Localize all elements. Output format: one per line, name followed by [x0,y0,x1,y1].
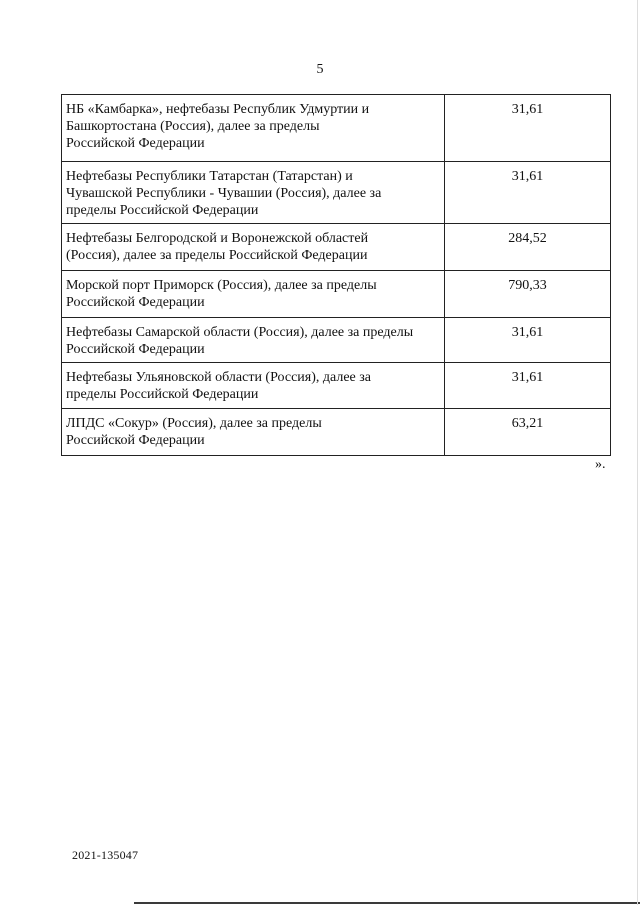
row-value: 284,52 [445,224,611,271]
row-value: 31,61 [445,162,611,224]
table-row [62,363,611,409]
tariff-table [61,94,611,456]
table-row [62,95,611,162]
row-value: 790,33 [445,271,611,318]
row-description: ЛПДС «Сокур» (Россия), далее за пределы Российской Федерации [62,409,445,456]
row-description: Нефтебазы Самарской области (Россия), далее за пределы Российской Федерации [62,318,445,363]
document-id: 2021-135047 [72,848,139,862]
row-description: Морской порт Приморск (Россия), далее за пределы Российской Федерации [62,271,445,318]
closing-quote: ». [595,457,606,472]
table-row [62,271,611,318]
scan-edge-right [637,0,638,905]
table-row [62,224,611,271]
row-description: Нефтебазы Ульяновской области (Россия), далее за пределы Российской Федерации [62,363,445,409]
scan-edge-bottom [134,902,640,904]
table-row [62,409,611,456]
row-description: Нефтебазы Белгородской и Воронежской областей (Россия), далее за пределы Российской Федерации [62,224,445,271]
table-row [62,162,611,224]
page-number: 5 [316,62,324,77]
row-description: Нефтебазы Республики Татарстан (Татарстан) и Чувашской Республики - Чувашии (Россия), далее за пределы Российской Федерации [62,162,445,224]
row-value: 31,61 [445,95,611,162]
row-value: 63,21 [445,409,611,456]
row-value: 31,61 [445,318,611,363]
row-description: НБ «Камбарка», нефтебазы Республик Удмуртии и Башкортостана (Россия), далее за пределы Российской Федерации [62,95,445,162]
table-row [62,318,611,363]
row-value: 31,61 [445,363,611,409]
